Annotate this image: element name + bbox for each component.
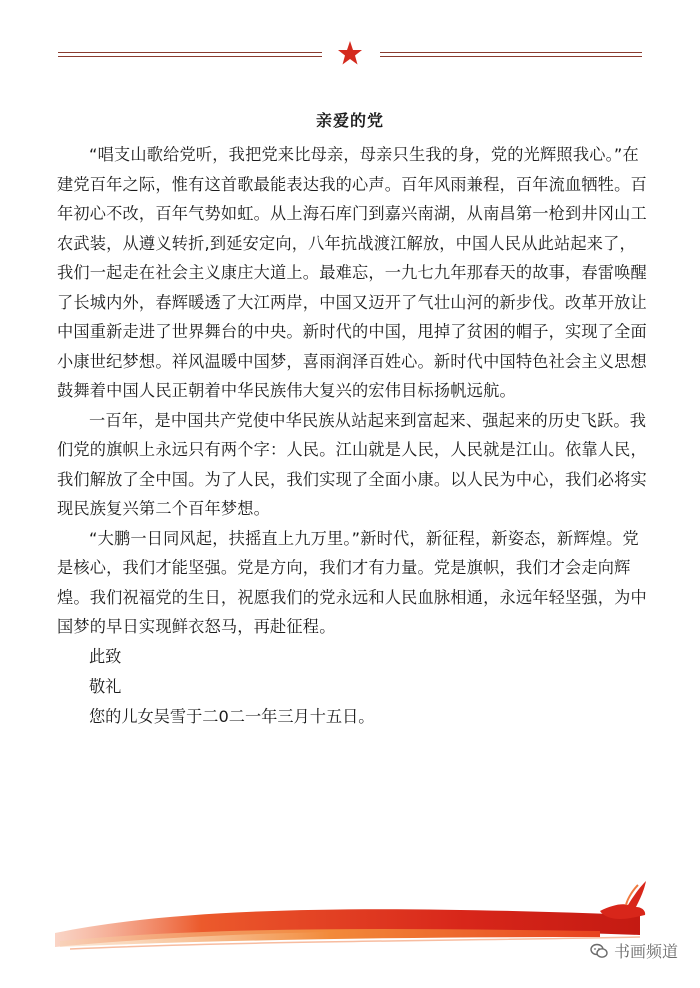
closing-line-1: 此致 — [89, 646, 122, 666]
paragraph-1: “唱支山歌给党听，我把党来比母亲，母亲只生我的身，党的光辉照我心。”在建党百年之际，惟有这首歌最能表达我的心声。百年风雨兼程，百年流血牺牲。百年初心不改，百年气势如虹。从上海石库门到嘉兴南湖，从南昌第一枪到井冈山工农武装，从遵义转折,到延安定向，八年抗战渡江解放，中国人民从此站起来了，我们一起走在社会主义康庄大道上。最难忘，一九七九年那春天的故事，春雷唤醒了长城内外，春辉暖透了大江两岸，中国又迈开了气壮山河的新步伐。改革开放让中国重新走进了世界舞台的中央。新时代的中国，甩掉了贫困的帽子，实现了全面小康世纪梦想。祥风温暖中国梦，喜雨润泽百姓心。新时代中国特色社会主义思想鼓舞着中国人民正朝着中华民族伟大复兴的宏伟目标扬帆远航。 — [57, 145, 647, 400]
paragraph-2: 一百年，是中国共产党使中华民族从站起来到富起来、强起来的历史飞跃。我们党的旗帜上永远只有两个字：人民。江山就是人民，人民就是江山。依靠人民，我们解放了全中国。为了人民，我们实现了全面小康。以人民为中心，我们必将实现民族复兴第二个百年梦想。 — [57, 410, 647, 518]
paragraph-3: “大鹏一日同风起，扶摇直上九万里。”新时代，新征程，新姿态，新辉煌。党是核心，我们才能坚强。党是方向，我们才有力量。党是旗帜，我们才会走向辉煌。我们祝福党的生日，祝愿我们的党永远和人民血脉相通，永远年轻坚强，为中国梦的早日实现鲜衣怒马，再赴征程。 — [57, 528, 647, 636]
closing-line-2: 敬礼 — [89, 676, 122, 696]
star-icon — [337, 40, 363, 66]
header-rule-right — [380, 52, 642, 57]
dove-icon — [600, 881, 646, 919]
letter-body — [57, 140, 647, 732]
header-rule-left — [58, 52, 322, 57]
signature: 您的儿女吴雪于二0二一年三月十五日。 — [89, 706, 375, 726]
footer-ornament — [0, 875, 700, 984]
watermark — [590, 939, 678, 962]
red-ribbon — [0, 875, 700, 984]
header-ornament — [0, 38, 700, 72]
letter-title: 亲爱的党 — [315, 111, 384, 130]
watermark-text: 书画频道 — [613, 942, 678, 961]
wechat-icon — [590, 942, 608, 960]
